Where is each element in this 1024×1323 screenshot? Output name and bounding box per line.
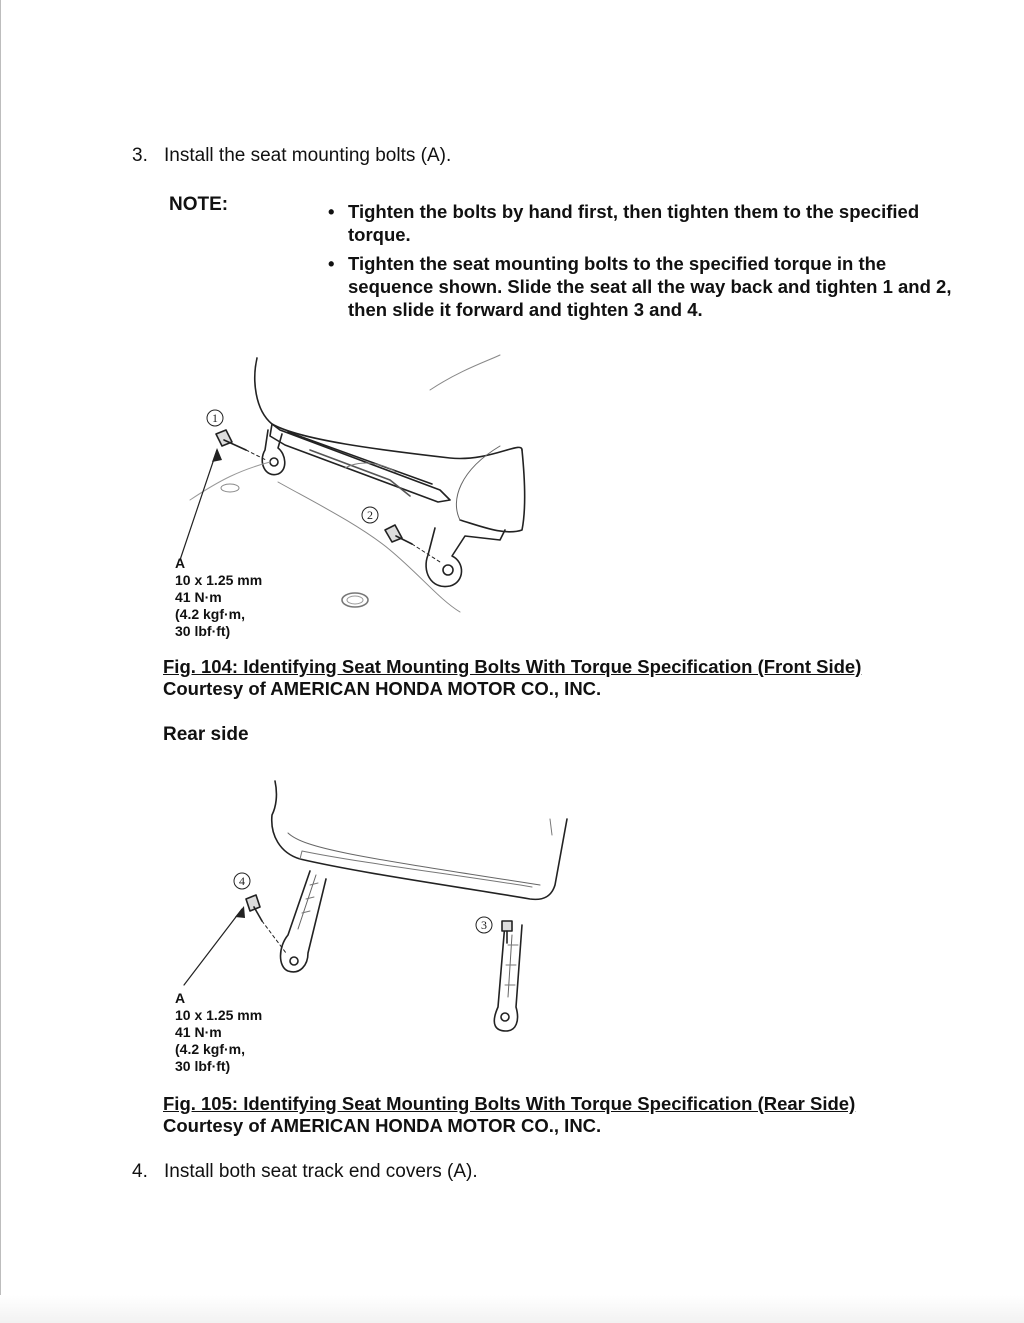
figure-title: Fig. 105: Identifying Seat Mounting Bolts With Torque Specification (Rear Side) [163,1093,856,1114]
callout-1-label: 1 [212,411,218,425]
figure-caption-front [163,656,861,700]
step-text: Install both seat track end covers (A). [164,1161,478,1182]
bullet-dot-icon: • [328,201,335,222]
figure-credit: Courtesy of AMERICAN HONDA MOTOR CO., INC. [163,1115,602,1136]
rear-side-heading: Rear side [163,724,249,745]
note-bullets [328,200,968,327]
step-text: Install the seat mounting bolts (A). [164,145,452,166]
callout-4-label: 4 [239,874,245,888]
callout-2-label: 2 [367,508,373,522]
callout-3-label: 3 [481,918,487,932]
step-number: 4. [132,1161,148,1182]
note-label: NOTE: [169,194,229,215]
note-bullet: • Tighten the bolts by hand first, then tighten them to the specified torque. [328,201,920,245]
page-bottom-shadow [0,1295,1024,1323]
note-bullet: • Tighten the seat mounting bolts to the specified torque in the sequence shown. Slide the seat all the way back and tighten 1 and 2, then slide it forward and tighten 3 and 4. [328,253,952,320]
page-edge [0,0,1,1323]
figure-credit: Courtesy of AMERICAN HONDA MOTOR CO., INC. [163,678,602,699]
step-number: 3. [132,145,148,166]
torque-spec-front: A 10 x 1.25 mm 41 N·m (4.2 kgf·m, 30 lbf·ft) [175,555,263,639]
figure-caption-rear [163,1093,855,1137]
torque-spec-rear: A 10 x 1.25 mm 41 N·m (4.2 kgf·m, 30 lbf·ft) [175,990,263,1074]
bullet-dot-icon: • [328,253,335,274]
figure-title: Fig. 104: Identifying Seat Mounting Bolts With Torque Specification (Front Side) [163,656,862,677]
